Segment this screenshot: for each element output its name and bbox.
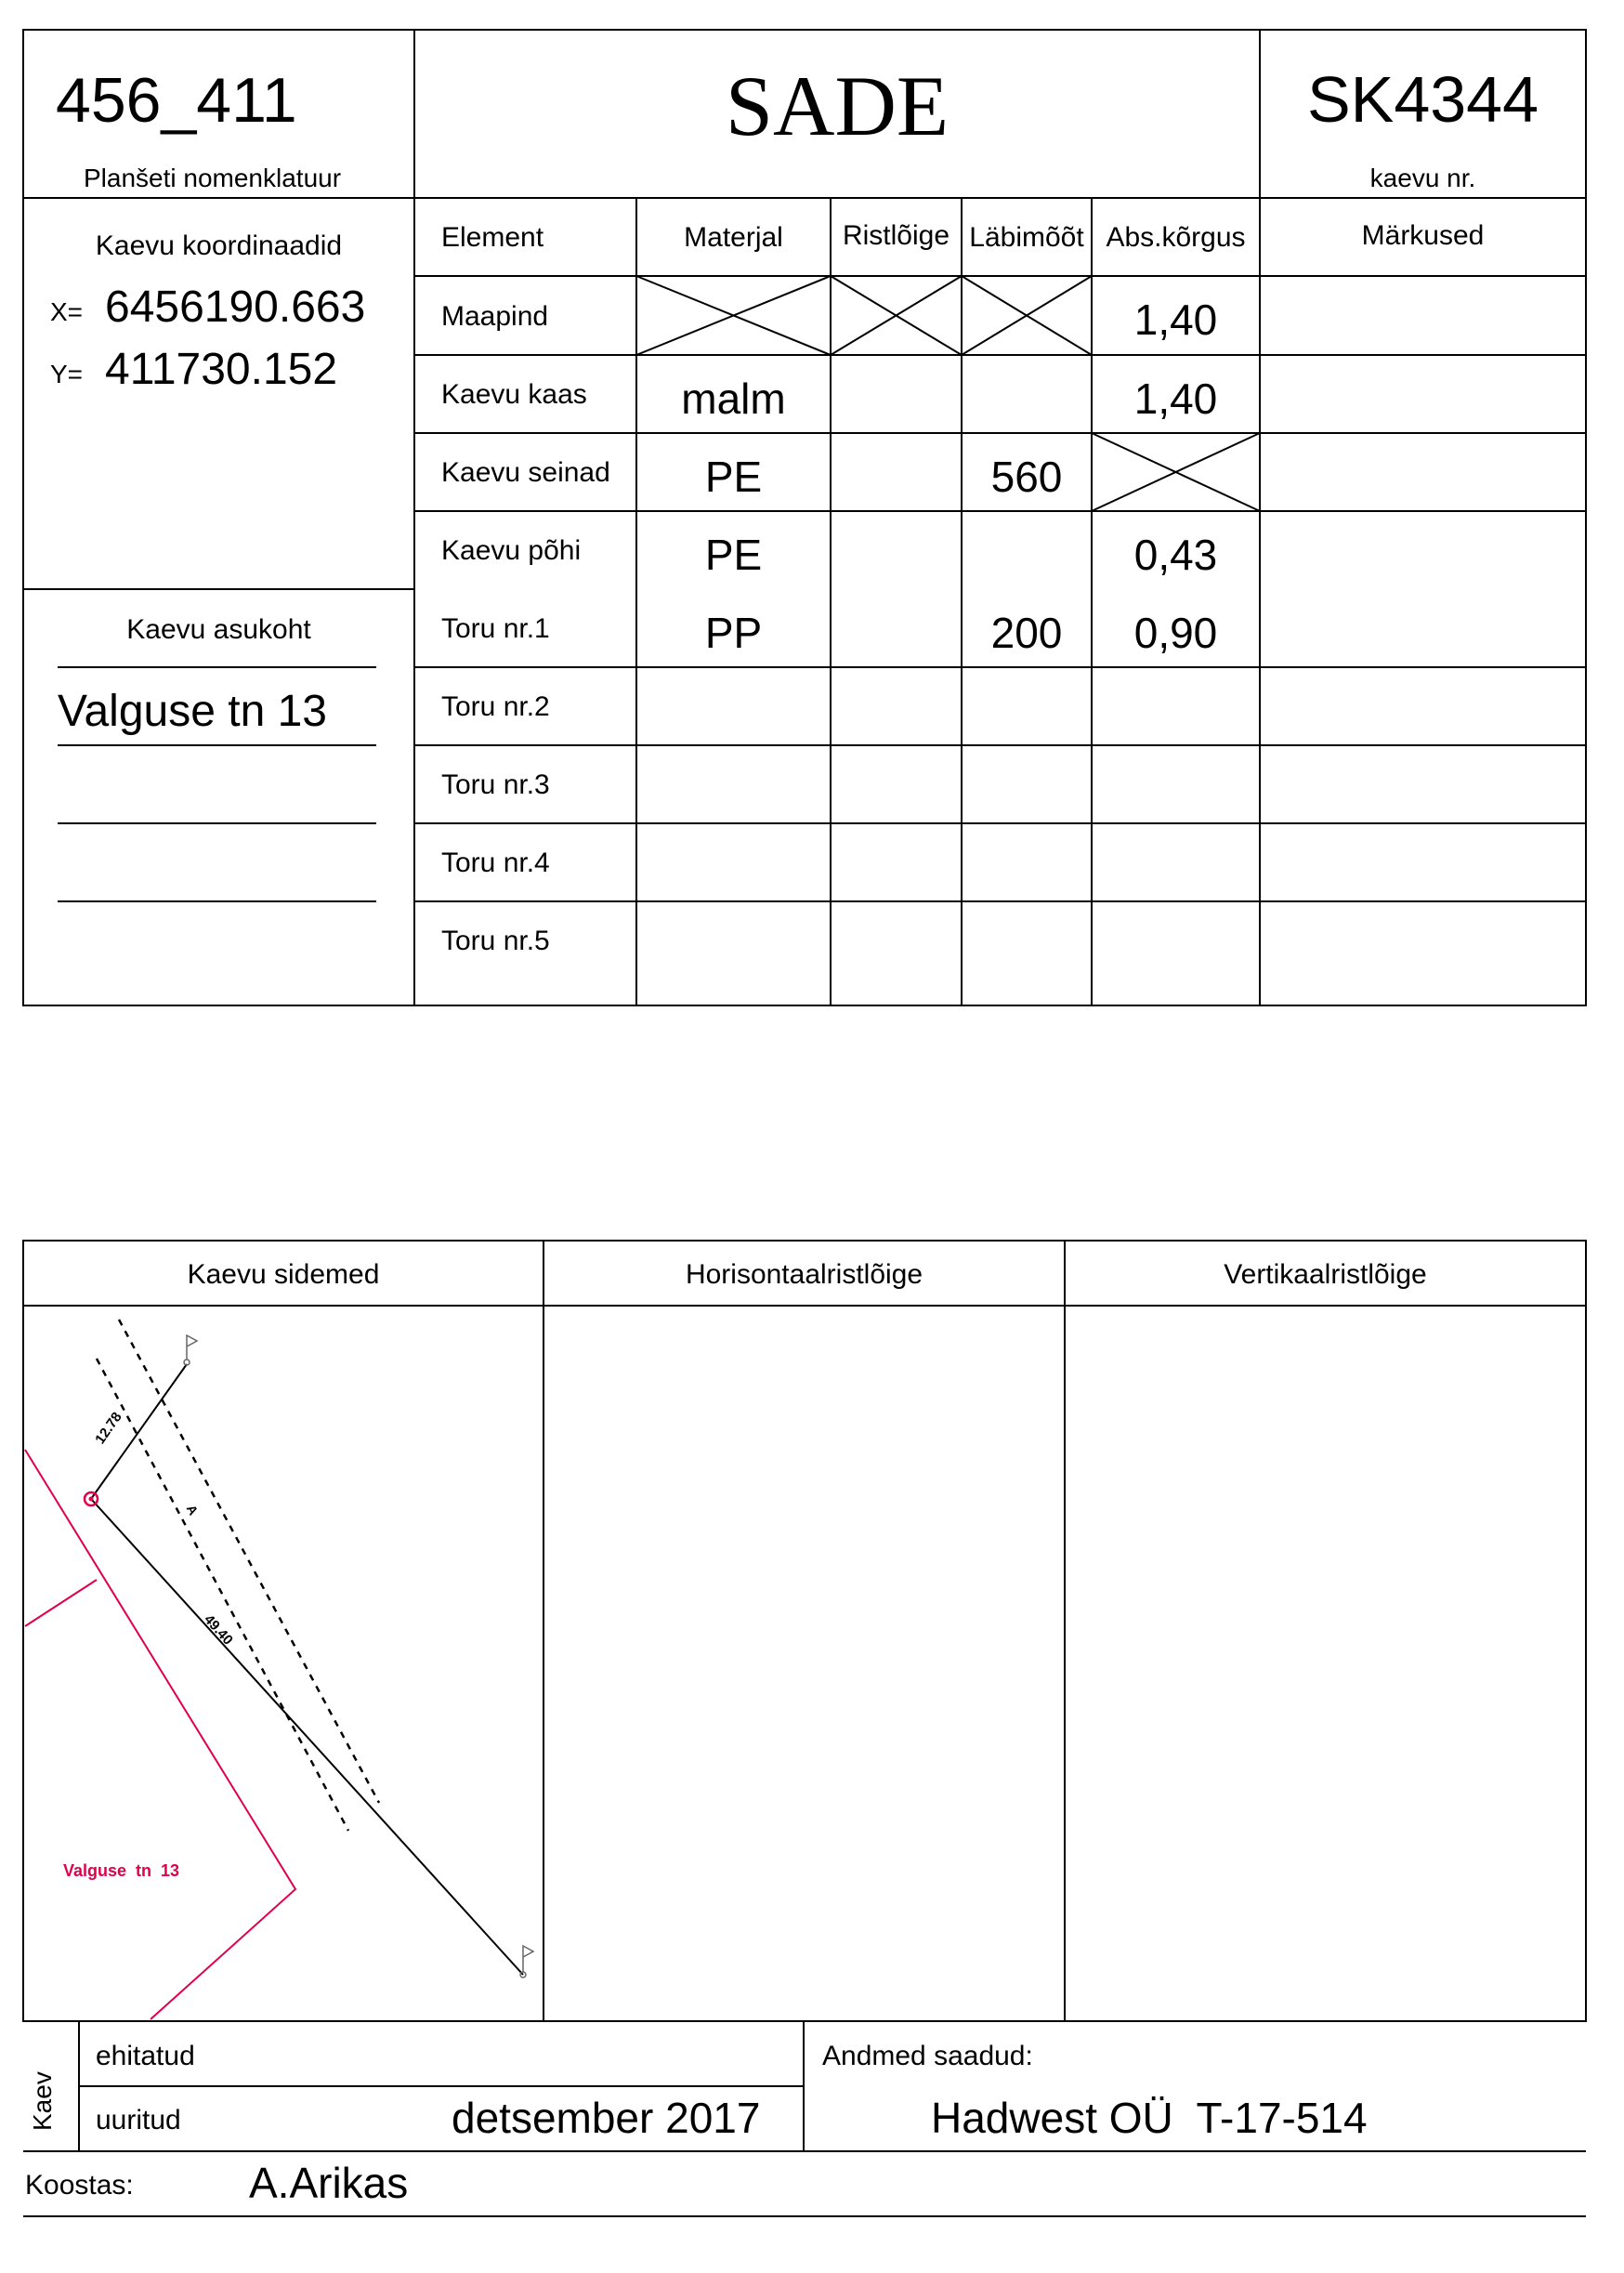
sheet-number: 456_411 [56, 65, 297, 136]
location-address: Valguse tn 13 [58, 687, 327, 736]
tie-distance-2: 49.40 [201, 1611, 236, 1649]
parcel-label: Valguse tn 13 [63, 1861, 180, 1880]
well-number-label: kaevu nr. [1369, 164, 1476, 192]
col-header-cross-section: Ristlõige [842, 220, 950, 251]
row-abs-height: 0,90 [1133, 609, 1218, 657]
y-coordinate: 411730.152 [105, 345, 338, 394]
row-abs-height: 1,40 [1133, 374, 1218, 423]
section-vertical-title: Vertikaalristlõige [1224, 1259, 1427, 1290]
sheet-number-label: Planšeti nomenklatuur [84, 164, 342, 192]
manhole-symbol [85, 1492, 98, 1505]
row-element: Toru nr.5 [441, 926, 550, 956]
row-element: Toru nr.1 [441, 613, 550, 644]
row-element: Maapind [441, 301, 549, 332]
section-ties-title: Kaevu sidemed [187, 1259, 380, 1290]
row-element: Kaevu põhi [441, 535, 582, 566]
row-element: Toru nr.4 [441, 847, 550, 878]
location-label: Kaevu asukoht [126, 614, 311, 645]
row-diameter: 200 [990, 609, 1063, 657]
section-horizontal-title: Horisontaalristlõige [685, 1259, 923, 1290]
col-header-element: Element [441, 222, 544, 253]
row-material: malm [681, 374, 786, 423]
x-coordinate: 6456190.663 [105, 282, 366, 332]
col-header-notes: Märkused [1361, 220, 1485, 251]
x-prefix: X= [50, 297, 84, 326]
built-label: ehitatud [96, 2041, 195, 2071]
well-number: SK4344 [1306, 63, 1539, 136]
pipe-mark: A [183, 1502, 202, 1518]
author-label: Koostas: [25, 2170, 134, 2201]
row-diameter: 560 [990, 453, 1063, 501]
col-header-abs-height: Abs.kõrgus [1106, 222, 1246, 253]
tie-distance-1: 12.78 [92, 1409, 125, 1448]
row-element: Toru nr.3 [441, 769, 550, 800]
col-header-material: Materjal [684, 222, 783, 253]
data-source-label: Andmed saadud: [822, 2041, 1033, 2071]
coordinates-label: Kaevu koordinaadid [95, 230, 343, 261]
row-element: Toru nr.2 [441, 691, 550, 722]
row-material: PE [704, 453, 763, 501]
row-abs-height: 0,43 [1133, 531, 1218, 579]
y-prefix: Y= [50, 360, 84, 388]
row-element: Kaevu seinad [441, 457, 610, 488]
data-source: Hadwest OÜ T-17-514 [931, 2094, 1368, 2142]
col-header-diameter: Läbimõõt [969, 222, 1084, 253]
well-word-label: Kaev [28, 2071, 57, 2131]
row-material: PE [704, 531, 763, 579]
surveyed-label: uuritud [96, 2105, 181, 2135]
surveyed-date: detsember 2017 [452, 2094, 761, 2142]
row-abs-height: 1,40 [1133, 296, 1218, 344]
row-element: Kaevu kaas [441, 379, 587, 410]
row-material: PP [704, 609, 763, 657]
document-title: SADE [725, 59, 950, 153]
author-name: A.Arikas [249, 2159, 409, 2207]
